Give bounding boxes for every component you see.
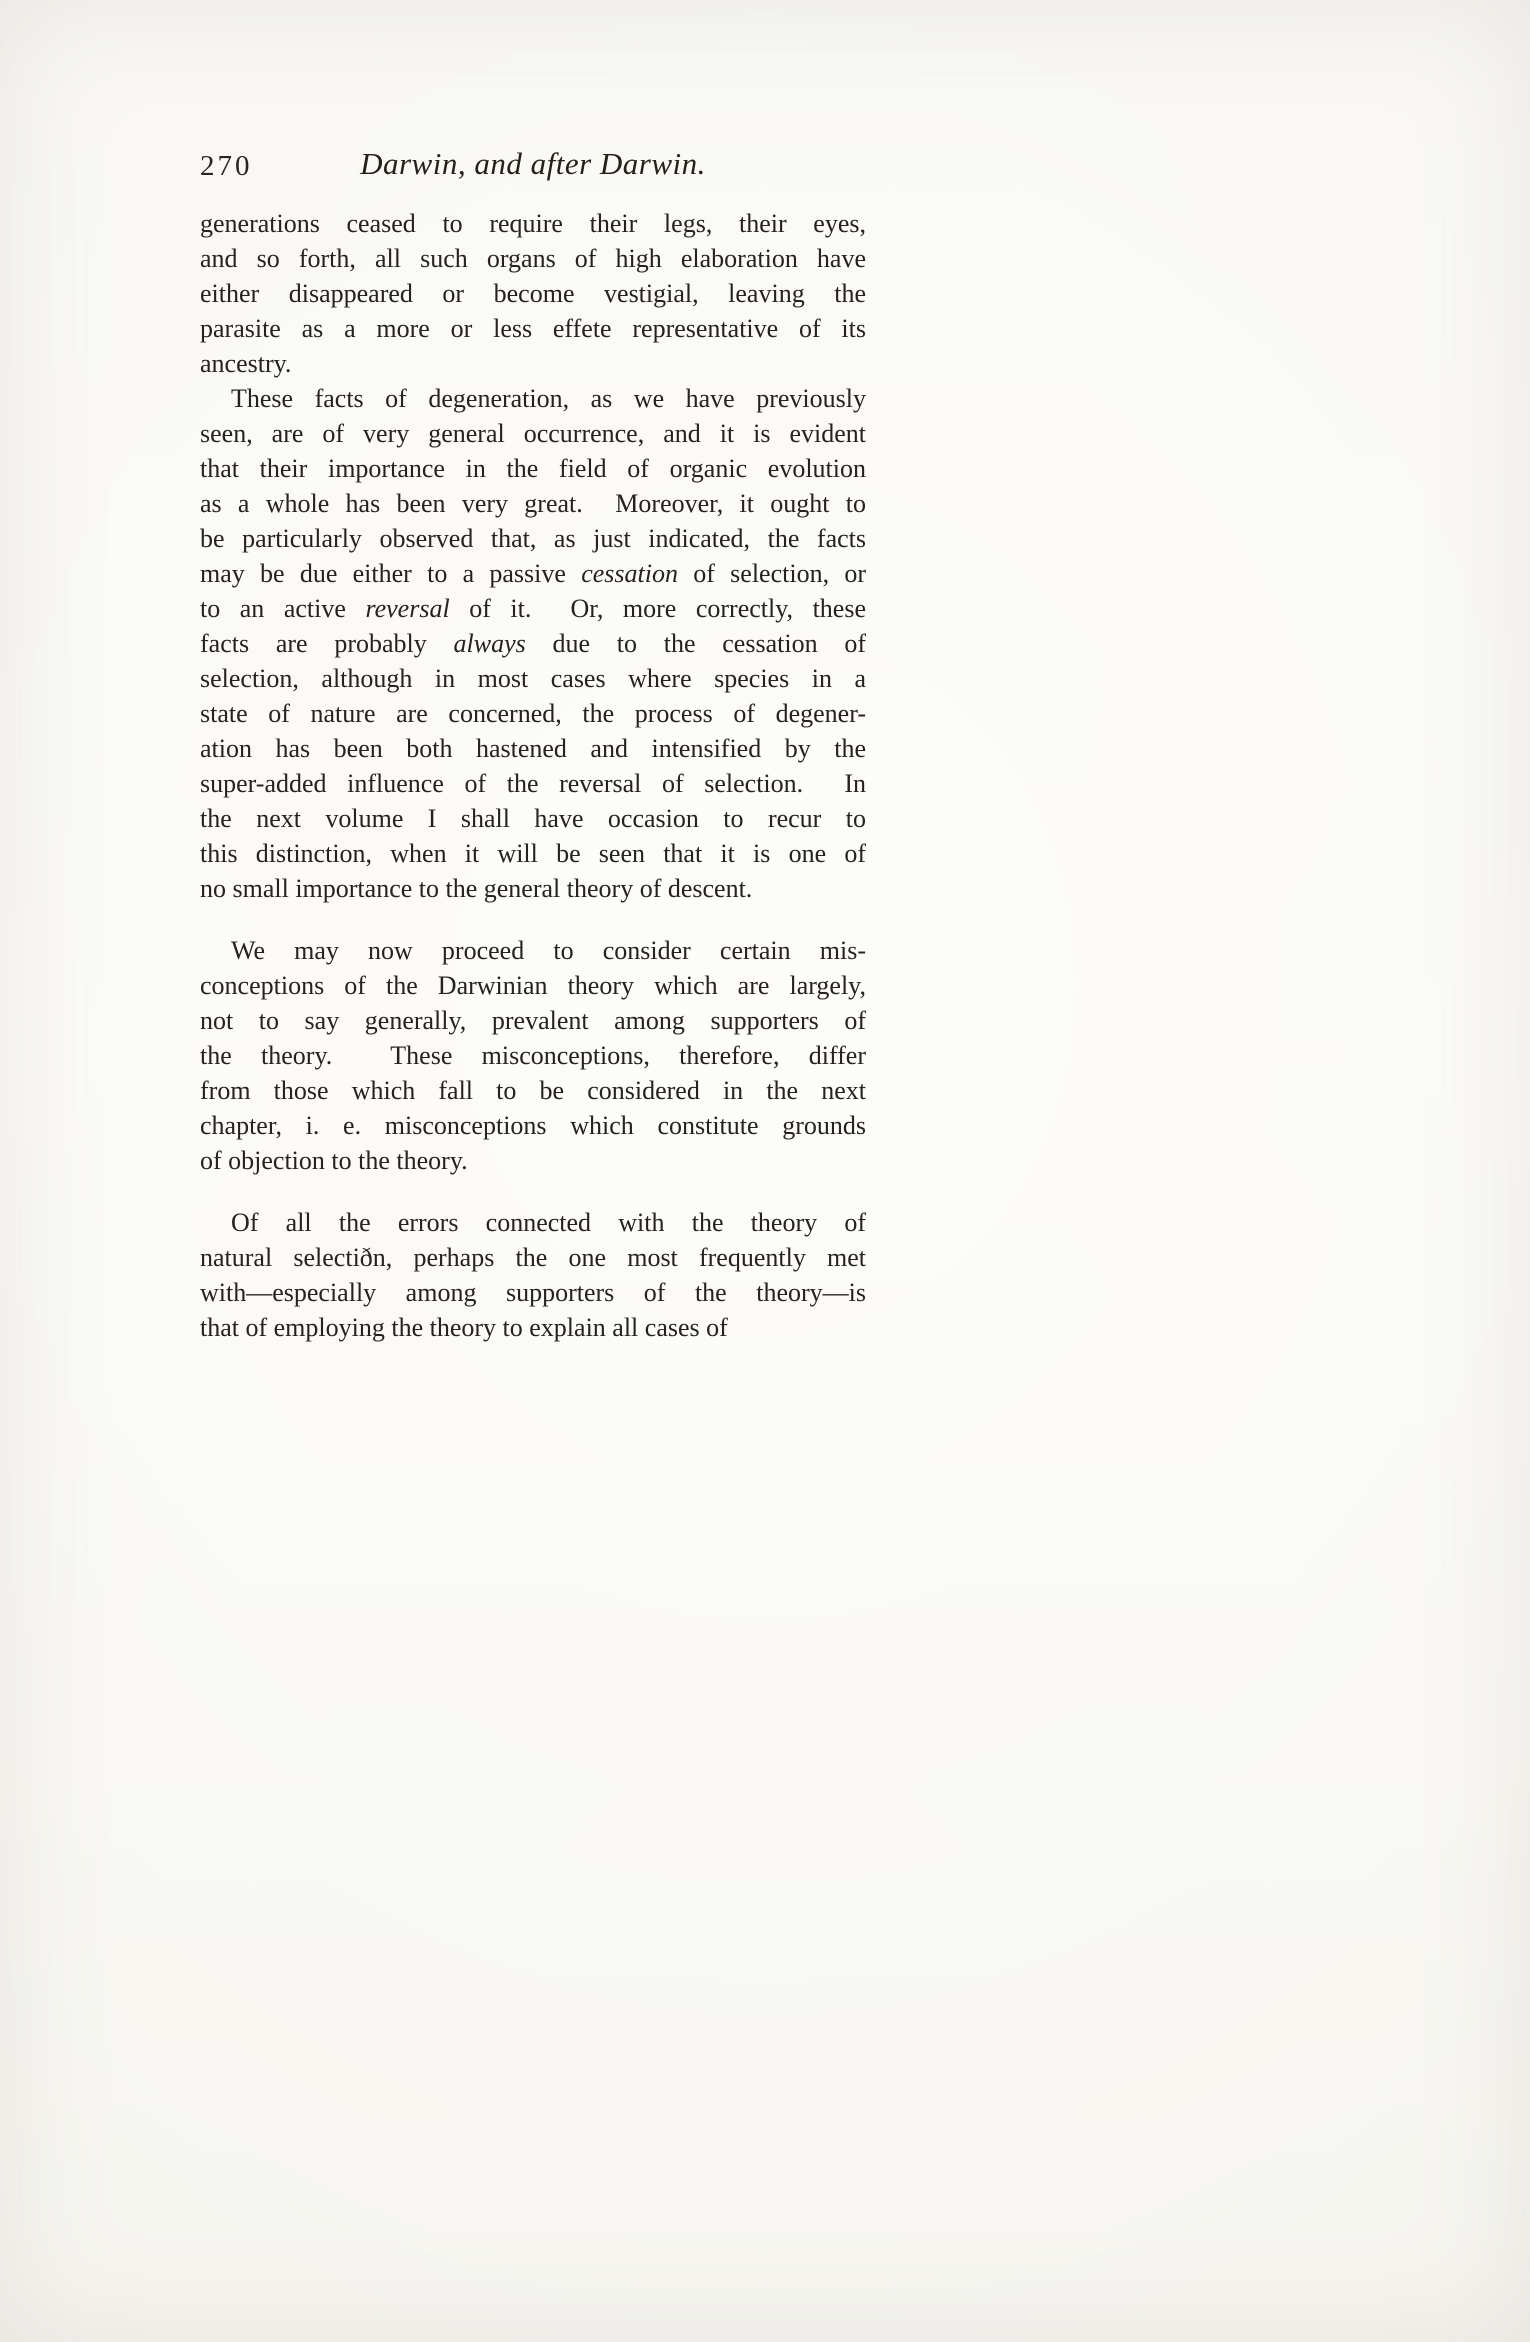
page-number: 270 <box>200 150 253 182</box>
text-block <box>200 206 866 1345</box>
text-segment: We may now proceed to consider certain mis- <box>231 936 866 965</box>
paragraph <box>200 933 866 1178</box>
text-segment: be particularly observed that, as just indicated, the facts <box>200 524 866 553</box>
text-line <box>200 968 866 1003</box>
text-line <box>200 1108 866 1143</box>
text-segment: that of employing the theory to explain all cases of <box>200 1313 728 1342</box>
text-line <box>200 311 866 346</box>
text-line <box>200 626 866 661</box>
text-line <box>200 1038 866 1073</box>
text-line <box>200 276 866 311</box>
text-line <box>200 451 866 486</box>
text-segment: These facts of degeneration, as we have previously <box>231 384 866 413</box>
text-line <box>200 381 866 416</box>
text-segment: ation has been both hastened and intensified by the <box>200 734 866 763</box>
text-line <box>200 696 866 731</box>
text-segment: not to say generally, prevalent among supporters of <box>200 1006 866 1035</box>
italic-text: reversal <box>365 594 450 623</box>
text-line <box>200 661 866 696</box>
text-line <box>200 486 866 521</box>
paragraph <box>200 1205 866 1345</box>
text-line <box>200 416 866 451</box>
text-segment: the next volume I shall have occasion to recur to <box>200 804 866 833</box>
text-segment: super-added influence of the reversal of selection. In <box>200 769 866 798</box>
text-line <box>200 206 866 241</box>
text-segment: chapter, i. e. misconceptions which constitute grounds <box>200 1111 866 1140</box>
text-segment: natural selectiðn, perhaps the one most frequently met <box>200 1243 866 1272</box>
text-line <box>200 1240 866 1275</box>
text-segment: no small importance to the general theory of descent. <box>200 874 753 903</box>
text-line <box>200 801 866 836</box>
text-segment: Of all the errors connected with the theory of <box>231 1208 866 1237</box>
text-line <box>200 731 866 766</box>
text-segment: as a whole has been very great. Moreover, it ought to <box>200 489 866 518</box>
text-segment: state of nature are concerned, the process of degener- <box>200 699 866 728</box>
page-header <box>200 146 866 190</box>
text-segment: from those which fall to be considered in the next <box>200 1076 866 1105</box>
text-segment: parasite as a more or less effete representative of its <box>200 314 866 343</box>
text-segment: of selection, or <box>677 559 866 588</box>
text-line <box>200 1205 866 1240</box>
text-segment: ancestry. <box>200 349 292 378</box>
text-line <box>200 871 866 906</box>
text-line <box>200 933 866 968</box>
text-line <box>200 521 866 556</box>
text-segment: with—especially among supporters of the theory—is <box>200 1278 866 1307</box>
text-segment: of it. Or, more correctly, these <box>449 594 866 623</box>
text-line <box>200 241 866 276</box>
text-segment: of objection to the theory. <box>200 1146 468 1175</box>
text-line <box>200 1275 866 1310</box>
paragraph <box>200 206 866 381</box>
italic-text: cessation <box>581 559 678 588</box>
text-segment: that their importance in the field of organic evolution <box>200 454 866 483</box>
text-line <box>200 346 866 381</box>
text-segment: generations ceased to require their legs, their eyes, <box>200 209 866 238</box>
text-line <box>200 1310 866 1345</box>
text-line <box>200 556 866 591</box>
text-line <box>200 766 866 801</box>
text-segment: the theory. These misconceptions, therefore, differ <box>200 1041 866 1070</box>
text-segment: and so forth, all such organs of high elaboration have <box>200 244 866 273</box>
text-segment: selection, although in most cases where species in a <box>200 664 866 693</box>
text-segment: this distinction, when it will be seen that it is one of <box>200 839 866 868</box>
text-segment: to an active <box>200 594 366 623</box>
text-segment: facts are probably <box>200 629 454 658</box>
running-title: Darwin, and after Darwin. <box>360 146 706 181</box>
text-line <box>200 1143 866 1178</box>
text-segment: seen, are of very general occurrence, and it is evident <box>200 419 866 448</box>
text-line <box>200 836 866 871</box>
text-segment: either disappeared or become vestigial, leaving the <box>200 279 866 308</box>
text-segment: may be due either to a passive <box>200 559 582 588</box>
text-line <box>200 591 866 626</box>
text-line <box>200 1003 866 1038</box>
paragraph <box>200 381 866 906</box>
italic-text: always <box>453 629 526 658</box>
text-line <box>200 1073 866 1108</box>
text-segment: conceptions of the Darwinian theory which are largely, <box>200 971 866 1000</box>
text-segment: due to the cessation of <box>525 629 866 658</box>
